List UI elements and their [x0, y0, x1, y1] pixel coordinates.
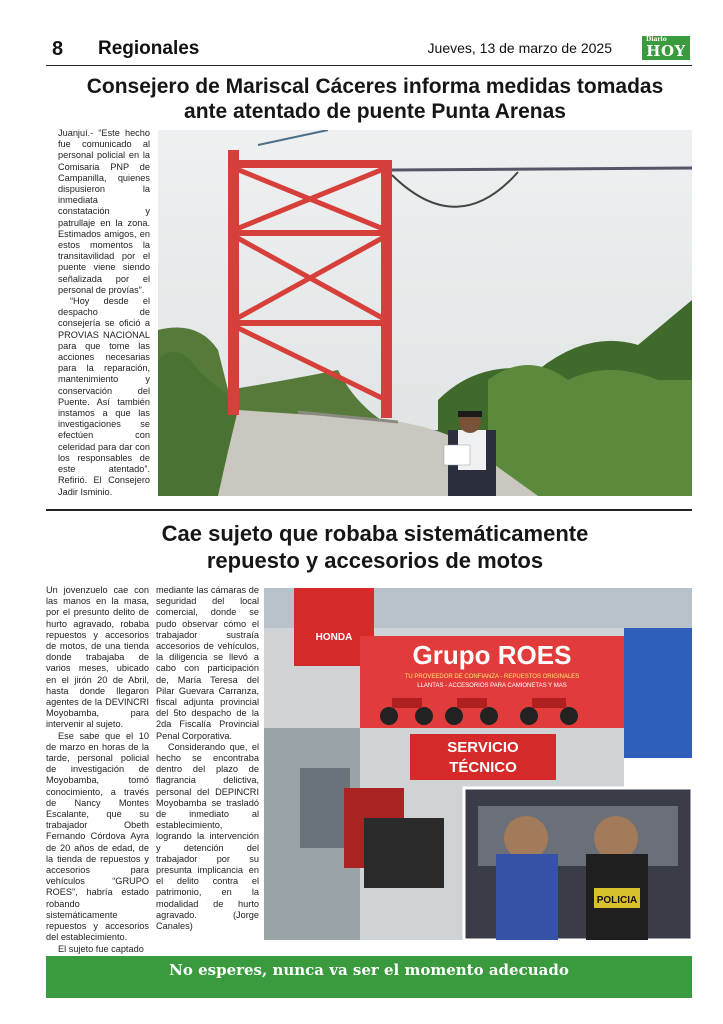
honda-sign-text: HONDA — [315, 632, 353, 643]
article2-headline — [60, 520, 690, 574]
article1-headline-line1: Consejero de Mariscal Cáceres informa medidas tomadas — [86, 75, 664, 98]
article2-paragraph: El sujeto fue captado — [58, 943, 144, 954]
article2-headline-line2: repuesto y accesorios de motos — [206, 548, 544, 573]
article2-paragraph: Un jovenzuelo cae con las manos en la masa, por el presunto delito de hurto agravado, robaba repuestos y accesorios de motos, de una tienda donde trabajaba de varios meses, ubicado en el jirón 20 de Abril, hasta donde llegaron agentes de la DEVINCRI Moyobamba, para intervenir al sujeto. — [46, 585, 149, 730]
footer-banner — [46, 956, 692, 998]
article2-headline-line1: Cae sujeto que robaba sistemáticamente — [161, 521, 589, 546]
article1-paragraph: Juanjuí.- “Este hecho fue comunicado al personal policial en la Comisaria PNP de Campanilla, quienes dispusieron la inmediata constatación y patrullaje en la zona. Estimados amigos, en estos momentos la transitavilidad por el puente viene siendo señalizada por el personal de provías”. — [58, 128, 150, 295]
logo-big-text: HOY — [646, 42, 686, 60]
newspaper-logo — [642, 36, 690, 60]
logo-small-text: Diario — [646, 36, 667, 43]
section-title: Regionales — [98, 38, 200, 59]
article2-paragraph: Ese sabe que el 10 de marzo en horas de la tarde, personal policial de investigación de Moyobamba, tomó conocimiento, a través de Nancy Montes Escalante, que su trabajador Obeth Fernando Córdova Ayra de 20 años de edad, de la tienda de repuestos y accesorios para vehículos “GRUPO ROES”, habría estado robando sistemáticamente repuestos y accesorios del establecimiento. — [46, 730, 149, 943]
article1-headline — [60, 74, 690, 124]
article1-body — [58, 128, 150, 498]
servicio-sign: SERVICIO — [447, 739, 519, 756]
article2-column-2 — [156, 585, 259, 932]
police-vest-text: POLICIA — [596, 895, 638, 906]
bridge-photo — [158, 130, 692, 496]
article2-column-1 — [46, 585, 149, 955]
article-divider — [46, 509, 692, 511]
article1-headline-line2: ante atentado de puente Punta Arenas — [184, 100, 566, 123]
shop-photo — [264, 588, 692, 940]
grupo-roes-sign: Grupo ROES — [412, 640, 572, 670]
article2-paragraph: mediante las cámaras de seguridad del local comercial, donde se pudo observar cómo el trabajador sustraía accesorios de vehículos, la diligencia se llevó a cabo con participación de, María Teresa del Pilar Guevara Carranza, fiscal adjunta provincial del 5to despacho de la 2da Fiscalía Provincial Penal Corporativa. — [156, 585, 259, 741]
article1-paragraph: “Hoy desde el despacho de consejería se ofició a PROVIAS NACIONAL para que tome las acciones necesarias para la reparación, mantenimiento y conservación del Puente. Así también instamos a que las investigaciones se efectúen con celeridad para dar con los responsables de este atentado”. Refirió. El Consejero Jadir Isminio. — [58, 296, 150, 497]
sign-subtitle-2: LLANTAS - ACCESORIOS PARA CAMIONETAS Y MAS — [417, 683, 567, 689]
tecnico-sign: TÉCNICO — [449, 759, 517, 776]
issue-date: Jueves, 13 de marzo de 2025 — [427, 40, 612, 56]
sign-subtitle: TU PROVEEDOR DE CONFIANZA - REPUESTOS ORIGINALES — [404, 674, 580, 680]
page-header — [46, 36, 692, 66]
article2-paragraph: Considerando que, el hecho se encontraba dentro del plazo de flagrancia delictiva, personal del DEPINCRI Moyobamba se trasladó de inmediato al establecimiento, logrando la intervención y detención del trabajador por su presunta implicancia en el delito contra el patrimonio, en la modalidad de hurto agravado. (Jorge Canales) — [156, 741, 259, 932]
footer-slogan: No esperes, nunca va ser el momento adecuado — [169, 961, 569, 979]
page-number: 8 — [52, 38, 64, 60]
